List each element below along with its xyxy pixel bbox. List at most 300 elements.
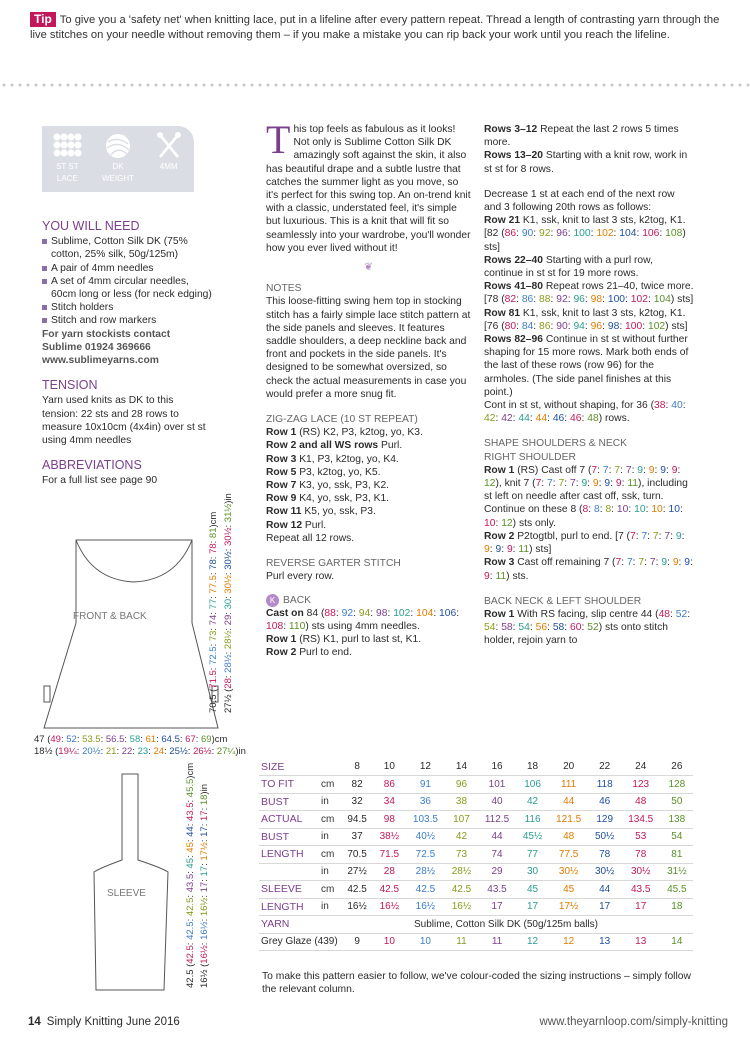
table-cell: 34: [373, 793, 405, 811]
size-value: 82: [504, 294, 517, 306]
size-value: 28½: [223, 654, 234, 673]
shape-heading: SHAPE SHOULDERS & NECK: [484, 438, 628, 450]
table-cell: 44: [549, 793, 589, 811]
zigzag-row: Row 7 K3, yo, ssk, P3, K2.: [266, 480, 390, 492]
size-value: )in: [223, 493, 234, 504]
decrease-text: Decrease 1 st at each end of the next row and 3 following 20th rows as follows:: [484, 188, 675, 214]
table-label: LENGTH: [259, 898, 319, 916]
size-value: 102: [630, 294, 648, 306]
table-header: 26: [661, 758, 693, 776]
rows-3-12: Rows 3–12 Repeat the last 2 rows 5 times more.: [484, 124, 679, 149]
size-value: 48: [658, 608, 671, 620]
size-value: ): [495, 478, 499, 490]
footer: [28, 1016, 728, 1028]
table-cell: 42: [516, 793, 548, 811]
table-label: YARN: [259, 916, 319, 934]
table-cell: 16½: [405, 898, 445, 916]
table-unit: in: [319, 898, 341, 916]
right-shoulder-heading: RIGHT SHOULDER: [484, 451, 576, 463]
table-cell: 106: [516, 776, 548, 794]
size-value: 102: [596, 228, 614, 240]
table-cell: 44: [589, 881, 621, 899]
size-value: 8: [582, 504, 589, 516]
size-value: 9: [671, 464, 678, 476]
size-value: 104: [619, 228, 637, 240]
table-cell: 38: [445, 793, 477, 811]
size-value: ) sts]: [670, 294, 694, 306]
size-value: 47 (: [34, 734, 51, 745]
table-cell: 134.5: [621, 811, 661, 829]
size-value: 88: [539, 294, 551, 306]
size-value: ) sts]: [484, 228, 686, 253]
table-cell: 28½: [405, 863, 445, 881]
front-width-in: 18½ (19¼: 20½: 21: 22: 23: 24: 25½: 26½: 27¼)in: [34, 746, 246, 757]
size-value: 42: [501, 413, 513, 425]
size-value: 45.5: [185, 778, 196, 798]
size-value: 44: [518, 413, 530, 425]
size-value: 108: [266, 620, 284, 632]
table-unit: in: [319, 863, 341, 881]
size-value: 9: [484, 570, 490, 582]
size-value: 18½ (: [34, 746, 59, 757]
size-value: 77.5: [208, 575, 219, 594]
icon-sublabel: LACE: [56, 173, 78, 183]
size-value: 54: [484, 622, 496, 634]
table-cell: 71.5: [373, 846, 405, 864]
size-value: 16½: [199, 945, 210, 964]
table-cell: 9: [341, 933, 373, 951]
table-cell: 17½: [549, 898, 589, 916]
size-value: 42.5: [185, 945, 196, 964]
size-value: 30½: [223, 551, 234, 570]
ornament-icon: ❦: [364, 262, 373, 274]
size-value: 16½: [199, 921, 210, 940]
table-unit: cm: [319, 846, 341, 864]
size-value: 28½: [223, 630, 234, 650]
size-value: 7: [558, 478, 565, 490]
table-cell: 123: [621, 776, 661, 794]
size-value: 7 (: [617, 530, 630, 542]
back-row1: Row 1 (RS) K1, purl to last st, K1.: [266, 634, 422, 646]
table-row: [259, 776, 693, 794]
size-value: 100: [625, 320, 643, 332]
table-cell: 111: [549, 776, 589, 794]
table-cell: 38½: [373, 828, 405, 846]
tip-tag: Tip: [30, 12, 56, 27]
table-header: 18: [516, 758, 548, 776]
table-cell: 17: [478, 898, 517, 916]
size-value: 73: [208, 630, 219, 642]
table-label: LENGTH: [259, 846, 319, 864]
table-cell: 12: [516, 933, 548, 951]
table-cell: 42.5: [405, 881, 445, 899]
size-value: )in: [199, 784, 210, 795]
size-value: 7: [614, 464, 621, 476]
table-cell: 112.5: [478, 811, 517, 829]
tension-text: Yarn used knits as DK to this tension: 22 sts and 28 rows to measure 10x10cm (4x4in) over st st using 4mm needles: [42, 395, 206, 447]
table-cell: 48: [549, 828, 589, 846]
size-value: 38: [654, 400, 666, 412]
size-value: 48: [587, 413, 599, 425]
size-value: )in: [235, 746, 246, 757]
back-heading: K BACK: [266, 594, 471, 607]
column-three: [484, 123, 694, 648]
size-value: 17: [199, 810, 210, 821]
table-cell: 36: [405, 793, 445, 811]
sleeve-label: SLEEVE: [107, 888, 146, 899]
size-value: 56: [535, 622, 548, 634]
size-value: 40: [671, 400, 683, 412]
size-table: [259, 758, 693, 951]
table-cell: 28½: [445, 863, 477, 881]
table-cell: 17: [516, 898, 548, 916]
needles-icon: [154, 132, 184, 160]
size-value: 25½: [169, 746, 188, 757]
size-value: 12: [484, 478, 496, 490]
size-value: 86: [504, 228, 517, 240]
lace-stitch-item: [45, 132, 90, 192]
size-value: 30: [223, 598, 234, 610]
size-value: 7: [638, 557, 645, 569]
materials-column: [42, 220, 212, 488]
zigzag-rows: [266, 426, 471, 545]
table-cell: 91: [405, 776, 445, 794]
row-21: Row 21 K1, ssk, knit to last 3 sts, k2tog, K1. [82 (86: 90: 92: 96: 100: 102: 104: 106: 108) sts]: [484, 215, 686, 253]
size-value: 60: [570, 622, 582, 634]
table-cell: 45½: [516, 828, 548, 846]
size-value: 104: [416, 607, 434, 619]
table-unit: cm: [319, 776, 341, 794]
table-cell: 78: [589, 846, 621, 864]
table-cell: 94.5: [341, 811, 373, 829]
size-value: ): [638, 478, 642, 490]
table-cell: 72.5: [405, 846, 445, 864]
right-shoulder-row2: Row 2 P2togtbl, purl to end. [7 (7: 7: 7: 7: 9: 9: 9: 9: 11) sts]: [484, 530, 685, 556]
table-label: SLEEVE: [259, 881, 319, 899]
table-cell: 46: [589, 793, 621, 811]
list-item: Sublime, Cotton Silk DK (75% cotton, 25% silk, 50g/125m): [42, 235, 212, 261]
size-value: 72.5: [208, 646, 219, 665]
zigzag-heading: ZIG-ZAG LACE (10 ST REPEAT): [266, 414, 418, 426]
size-value: 42.5: [185, 897, 196, 917]
table-cell: 44: [478, 828, 517, 846]
size-value: 92: [341, 607, 354, 619]
size-value: 9: [495, 544, 502, 556]
table-cell: 86: [373, 776, 405, 794]
size-value: 7: [602, 464, 609, 476]
table-label: BUST: [259, 828, 319, 846]
size-value: 27¼: [216, 746, 236, 757]
table-cell: 70.5: [341, 846, 373, 864]
table-cell: 138: [661, 811, 693, 829]
table-row: [259, 933, 693, 951]
table-cell: 74: [478, 846, 517, 864]
size-value: 9: [675, 530, 682, 542]
table-cell: 116: [516, 811, 548, 829]
front-length-in: 27½ (28: 28½: 28½: 29: 30: 30½: 30½: 30½: 31½)in: [223, 493, 234, 713]
table-row: [259, 916, 693, 934]
back-cast-on: Cast on 84 (88: 92: 94: 98: 102: 104: 106: 108: 110) sts using 4mm needles.: [266, 607, 460, 632]
size-value: 92: [556, 294, 568, 306]
table-cell: 53: [621, 828, 661, 846]
front-length-cm: 70.5 (71.5: 72.5: 73: 74: 77: 77.5: 78: 78: 81)cm: [208, 511, 219, 713]
size-value: 46: [570, 413, 582, 425]
size-value: 90: [556, 320, 568, 332]
size-value: 90: [521, 228, 534, 240]
size-value: 98: [376, 607, 388, 619]
size-value: 22: [121, 746, 133, 757]
materials-list: [42, 235, 212, 327]
stockist-url[interactable]: www.sublimeyarns.com: [42, 355, 159, 367]
size-value: )cm: [211, 734, 228, 745]
size-value: 56.5: [105, 734, 125, 745]
size-value: 7: [664, 530, 671, 542]
size-value: 106: [439, 607, 457, 619]
size-value: 44: [535, 413, 548, 425]
size-value: 7: [615, 557, 622, 569]
table-cell: 82: [341, 776, 373, 794]
size-value: 17: [199, 881, 210, 893]
size-value: 49: [50, 734, 61, 745]
size-value: 7 (: [603, 557, 616, 569]
size-value: 16½: [199, 897, 210, 917]
table-cell: 14: [661, 933, 693, 951]
back-neck-heading: BACK NECK & LEFT SHOULDER: [484, 595, 642, 607]
table-label: [259, 863, 319, 881]
size-value: 102: [393, 607, 411, 619]
size-value: 42: [484, 413, 496, 425]
table-cell: 45.5: [661, 881, 693, 899]
table-unit: cm: [319, 811, 341, 829]
list-item: Stitch and row markers: [42, 314, 212, 327]
size-value: 74: [208, 614, 219, 626]
front-width-cm: 47 (49: 52: 53.5: 56.5: 58: 61: 64.5: 67: 69)cm: [34, 734, 228, 745]
table-cell: 40½: [405, 828, 445, 846]
size-value: 94: [358, 607, 371, 619]
size-value: 43.5: [185, 873, 196, 893]
table-label: Grey Glaze (439): [259, 933, 341, 951]
table-cell: 77.5: [549, 846, 589, 864]
size-value: 9: [648, 464, 655, 476]
size-value: 96: [573, 294, 585, 306]
zigzag-row: Row 12 Purl.: [266, 519, 327, 531]
size-value: 110: [288, 620, 306, 632]
table-cell: 28: [373, 863, 405, 881]
size-value: 7: [569, 478, 576, 490]
size-value: 8: [605, 504, 612, 516]
size-value: 58: [501, 622, 513, 634]
table-cell: 32: [341, 793, 373, 811]
size-value: 71.5: [208, 670, 219, 689]
size-value: 100: [573, 228, 591, 240]
table-cell: 50½: [589, 828, 621, 846]
table-cell: 103.5: [405, 811, 445, 829]
size-value: 45: [185, 858, 196, 869]
table-cell: 30½: [549, 863, 589, 881]
size-value: 31½: [223, 503, 234, 523]
table-cell: 50: [661, 793, 693, 811]
size-value: 81: [208, 527, 219, 539]
footer-url[interactable]: www.theyarnloop.com/simply-knitting: [539, 1016, 728, 1028]
table-unit: cm: [319, 881, 341, 899]
table-row: [259, 846, 693, 864]
size-value: )cm: [185, 762, 196, 779]
size-value: 7: [641, 530, 648, 542]
stitch-icon: [52, 132, 82, 160]
size-value: 7 (: [523, 478, 536, 490]
size-value: 78 (: [486, 294, 505, 306]
size-value: 9: [604, 478, 611, 490]
size-value: 17: [199, 865, 210, 877]
notes-text: This loose-fitting swing hem top in stocking stitch has a fairly simple lace stitch pattern at the side panels and sleeves. It features saddle shoulders, a deep neckline back and front and pockets in the side panels. It's designed to be somewhat oversized, so check the actual measurements in case you would prefer a more snug fit.: [266, 296, 471, 400]
size-value: 58: [552, 622, 565, 634]
table-cell: 73: [445, 846, 477, 864]
size-value: 21: [105, 746, 117, 757]
size-value: 30½: [223, 575, 234, 594]
pattern-info-icons: [42, 126, 194, 192]
table-cell: 98: [373, 811, 405, 829]
size-value: 8 (: [570, 504, 583, 516]
table-cell: 29: [478, 863, 517, 881]
icon-sublabel: WEIGHT: [101, 173, 134, 183]
size-value: 43.5: [185, 802, 196, 821]
size-value: 9: [672, 557, 679, 569]
table-cell: 10: [405, 933, 445, 951]
table-cell: 121.5: [549, 811, 589, 829]
table-cell: 31½: [661, 863, 693, 881]
table-cell: 118: [589, 776, 621, 794]
size-value: 52: [675, 608, 688, 620]
size-value: 10: [651, 504, 663, 516]
table-row: [259, 863, 693, 881]
table-header: 20: [549, 758, 589, 776]
table-cell: 77: [516, 846, 548, 864]
table-row: [259, 898, 693, 916]
zigzag-row: Row 1 (RS) K2, P3, k2tog, yo, K3.: [266, 427, 423, 439]
size-value: 7: [626, 557, 633, 569]
size-value: 20½: [82, 746, 101, 757]
table-cell: 30½: [589, 863, 621, 881]
size-value: 24: [153, 746, 165, 757]
list-item: Stitch holders: [42, 301, 212, 314]
icon-label: ST ST: [56, 162, 79, 171]
intro: [266, 117, 471, 255]
size-value: 102: [647, 320, 666, 332]
size-value: 100: [607, 294, 626, 306]
size-value: 108: [665, 228, 683, 240]
table-cell: 42: [445, 828, 477, 846]
table-row: [259, 881, 693, 899]
colour-note: To make this pattern easier to follow, we've colour-coded the sizing instructions – simply follow the relevant column.: [262, 971, 691, 995]
garter-text: Purl every row.: [266, 571, 335, 583]
table-cell: 27½: [341, 863, 373, 881]
table-header: [319, 758, 341, 776]
table-label: ACTUAL: [259, 811, 319, 829]
size-value: ) rows.: [598, 413, 630, 425]
size-value: 44: [185, 826, 196, 837]
table-cell: 11: [478, 933, 517, 951]
size-value: 53.5: [82, 734, 101, 745]
rows-41-80: Rows 41–80 Repeat rows 21–40, twice more. [78 (82: 86: 88: 92: 96: 98: 100: 102: 104) sts]: [484, 281, 694, 306]
size-value: 98: [590, 294, 603, 306]
zigzag-row: Row 2 and all WS rows Purl.: [266, 440, 403, 452]
size-value: 28: [223, 678, 234, 689]
table-cell: 40: [478, 793, 517, 811]
abbreviations-heading: ABBREVIATIONS: [42, 458, 142, 473]
rows-82-96: Rows 82–96 Continue in st st without further shaping for 15 more rows. Mark both ends of the last of these rows (row 96) for the armholes. (The side panel finishes at this point.): [484, 334, 689, 398]
table-header: 10: [373, 758, 405, 776]
size-value: 23: [137, 746, 149, 757]
continue-text: Cont in st st, without shaping, for 36 (38: 40: 42: 42: 44: 44: 46: 46: 48) rows.: [484, 400, 686, 425]
table-unit: in: [319, 793, 341, 811]
size-value: 26½: [193, 746, 212, 757]
size-value: 69: [201, 734, 212, 745]
size-value: 96: [590, 320, 603, 332]
size-value: 10: [634, 504, 646, 516]
size-value: 76 (: [486, 320, 505, 332]
size-value: 10: [668, 504, 680, 516]
size-value: 9: [661, 557, 668, 569]
zigzag-row: Row 11 K5, yo, ssk, P3.: [266, 506, 376, 518]
garter-heading: REVERSE GARTER STITCH: [266, 558, 401, 570]
size-value: 52: [66, 734, 77, 745]
size-value: 77: [208, 598, 219, 610]
table-header: 8: [341, 758, 373, 776]
size-value: 16½ (: [199, 963, 210, 988]
size-value: 96: [556, 228, 568, 240]
size-value: )cm: [208, 511, 219, 528]
weight-item: [95, 132, 140, 192]
table-cell: 13: [589, 933, 621, 951]
size-value: 12: [501, 517, 513, 529]
size-value: 10: [616, 504, 629, 516]
table-cell: 48: [621, 793, 661, 811]
table-cell: 101: [478, 776, 517, 794]
right-shoulder-row3: Row 3 Cast off remaining 7 (7: 7: 7: 7: 9: 9: 9: 9: 11) sts.: [484, 557, 693, 582]
table-cell: 12: [549, 933, 589, 951]
size-value: 86: [539, 320, 551, 332]
zigzag-row: Row 5 P3, k2tog, yo, K5.: [266, 466, 381, 478]
size-value: 9: [506, 544, 513, 556]
table-header: 22: [589, 758, 621, 776]
table-unit: in: [319, 828, 341, 846]
sleeve-length-cm: 42.5 (42.5: 42.5: 42.5: 43.5: 45: 45: 44: 43.5: 45.5)cm: [185, 762, 196, 988]
column-two: [266, 117, 471, 660]
size-value: 52: [587, 622, 599, 634]
size-value: ) sts]: [529, 544, 552, 556]
back-neck-row1: Row 1 With RS facing, slip centre 44 (48: 52: 54: 58: 54: 56: 58: 60: 52) sts onto stitch holder, rejoin yarn to: [484, 608, 691, 647]
size-value: 17½: [199, 842, 210, 861]
size-value: 9: [660, 464, 666, 476]
size-value: 7: [547, 478, 553, 490]
table-cell: 81: [661, 846, 693, 864]
size-value: 7: [591, 464, 598, 476]
size-value: 106: [642, 228, 660, 240]
size-value: 9: [637, 464, 644, 476]
sleeve-length-in: 16½ (16½: 16½: 16½: 17: 17: 17½: 17: 17: 18)in: [199, 784, 210, 988]
tip-box: [30, 12, 730, 42]
size-value: 11: [627, 478, 639, 490]
size-value: 58: [129, 734, 141, 745]
table-cell: 78: [621, 846, 661, 864]
icon-label: DK: [112, 162, 124, 171]
size-value: 36 (: [636, 400, 655, 412]
table-cell: 30: [516, 863, 548, 881]
front-back-label: FRONT & BACK: [73, 611, 147, 622]
size-value: 30½: [223, 527, 234, 546]
size-value: 7 (: [579, 464, 592, 476]
right-shoulder-row1: Row 1 (RS) Cast off 7 (7: 7: 7: 7: 9: 9: 9: 9: 12), knit 7 (7: 7: 7: 7: 9: 9: 9: 9: 11), including st left on needle after cast off, ssk, turn. Continue on these 8 (8: 8: 8: 10: 10: 10: 10: 10: 12) sts only.: [484, 464, 688, 529]
